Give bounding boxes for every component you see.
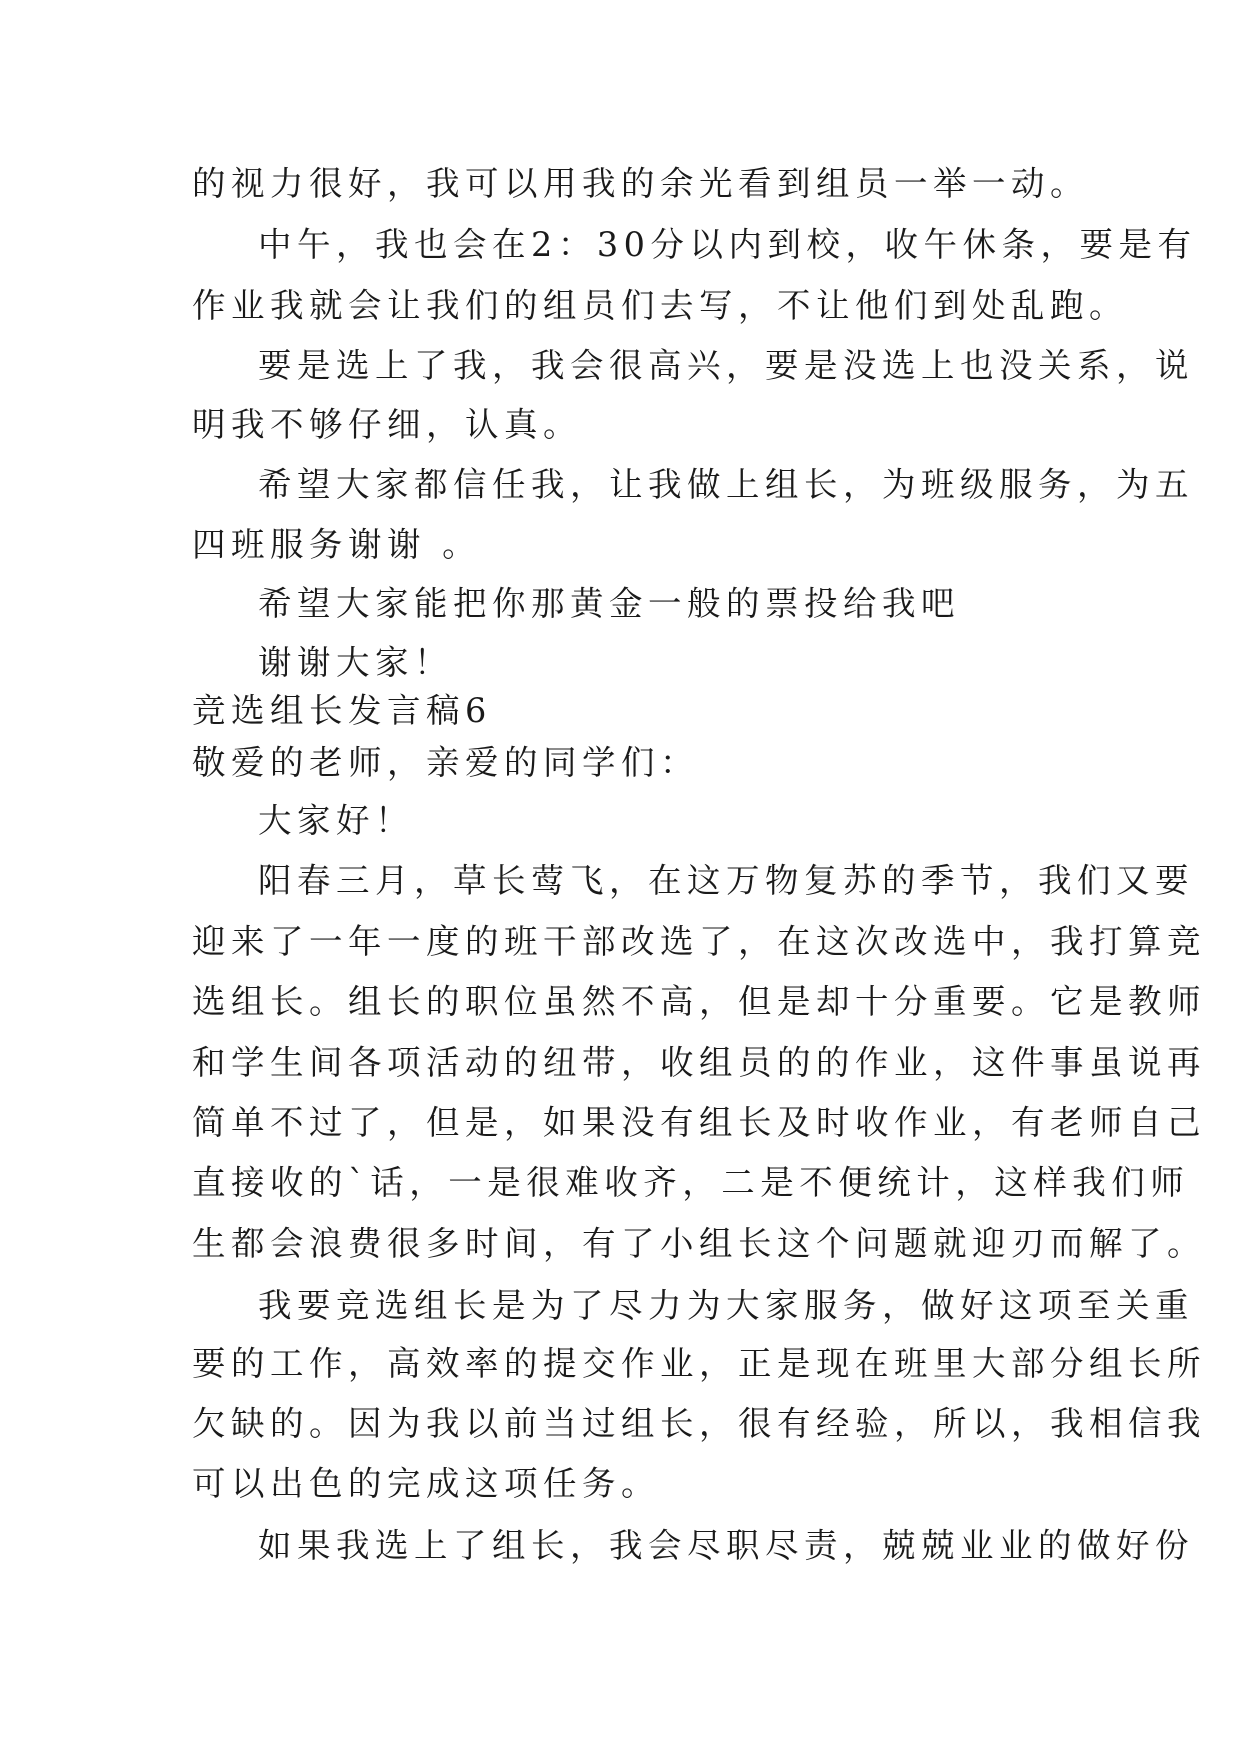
text-line: 希望大家能把你那黄金一般的票投给我吧 [258, 584, 960, 623]
section-heading: 竞选组长发言稿6 [192, 691, 492, 730]
text-line: 如果我选上了组长，我会尽职尽责，兢兢业业的做好份 [258, 1526, 1194, 1565]
text-line: 作业我就会让我们的组员们去写，不让他们到处乱跑。 [192, 286, 1128, 325]
text-line: 希望大家都信任我，让我做上组长，为班级服务，为五 [258, 465, 1194, 504]
text-line: 中午，我也会在2：30分以内到校，收午休条，要是有 [258, 225, 1197, 264]
text-line: 和学生间各项活动的纽带，收组员的的作业，这件事虽说再 [192, 1043, 1206, 1082]
text-line: 欠缺的。因为我以前当过组长，很有经验，所以，我相信我 [192, 1404, 1206, 1443]
text-line: 的视力很好，我可以用我的余光看到组员一举一动。 [192, 164, 1089, 203]
text-line: 阳春三月，草长莺飞，在这万物复苏的季节，我们又要 [258, 861, 1194, 900]
text-line: 选组长。组长的职位虽然不高，但是却十分重要。它是教师 [192, 982, 1206, 1021]
text-line: 直接收的`话，一是很难收齐，二是不便统计，这样我们师 [192, 1163, 1190, 1202]
greeting: 大家好！ [258, 801, 414, 840]
text-line: 生都会浪费很多时间，有了小组长这个问题就迎刃而解了。 [192, 1224, 1206, 1263]
text-line: 迎来了一年一度的班干部改选了，在这次改选中，我打算竞 [192, 922, 1206, 961]
text-line: 要是选上了我，我会很高兴，要是没选上也没关系，说 [258, 346, 1194, 385]
text-line: 四班服务谢谢 。 [192, 525, 482, 564]
text-line: 谢谢大家！ [258, 643, 453, 682]
text-line: 简单不过了，但是，如果没有组长及时收作业，有老师自己 [192, 1103, 1206, 1142]
salutation: 敬爱的老师，亲爱的同学们： [192, 743, 699, 782]
text-line: 可以出色的完成这项任务。 [192, 1464, 660, 1503]
text-line: 明我不够仔细，认真。 [192, 405, 582, 444]
text-line: 要的工作，高效率的提交作业，正是现在班里大部分组长所 [192, 1344, 1206, 1383]
text-line: 我要竞选组长是为了尽力为大家服务，做好这项至关重 [258, 1286, 1194, 1325]
